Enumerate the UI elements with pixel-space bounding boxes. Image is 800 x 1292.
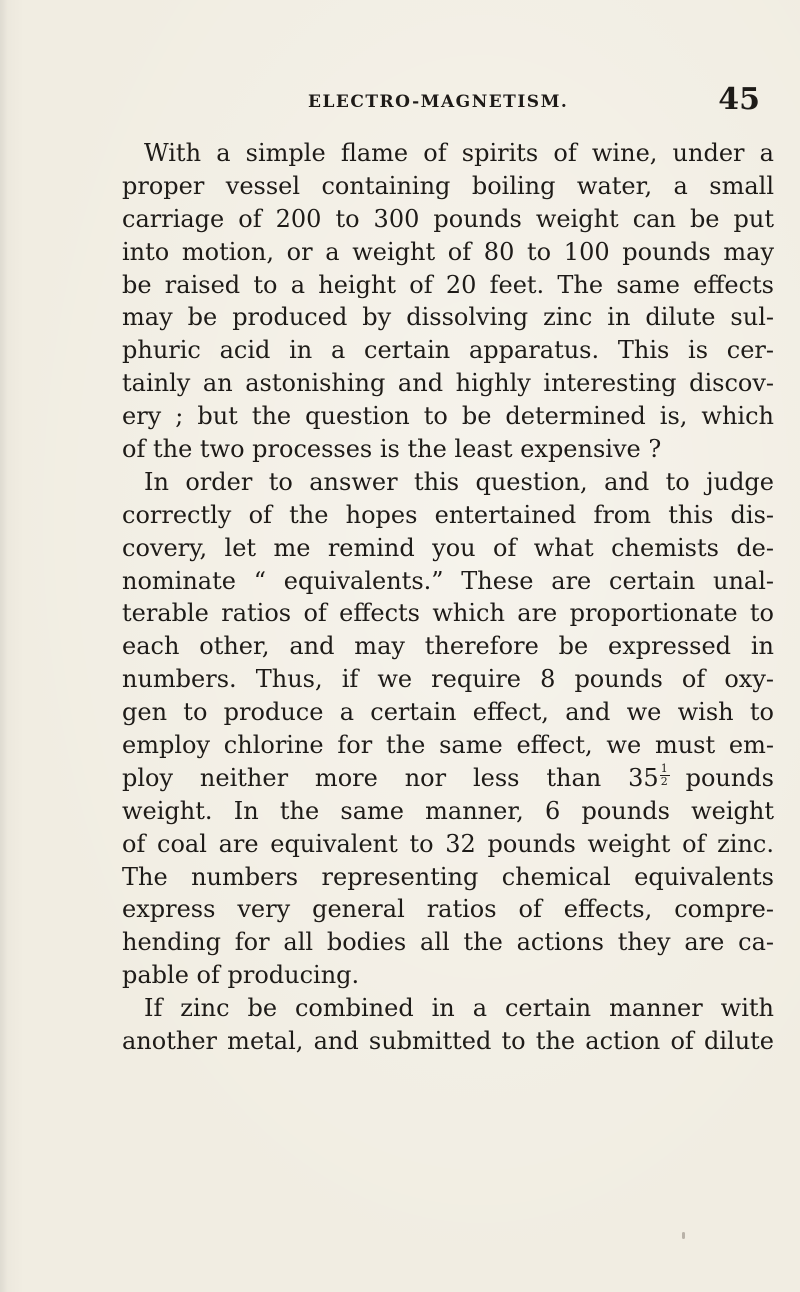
fraction-denominator: 2 — [660, 774, 668, 788]
text-line: phuric acid in a certain apparatus. This is cer- — [122, 336, 774, 365]
text-line: into motion, or a weight of 80 to 100 pounds may — [122, 237, 774, 266]
text-line: may be produced by dissolving zinc in dilute sul- — [122, 303, 774, 332]
text-line: employ chlorine for the same effect, we must em- — [122, 731, 774, 760]
text-line: correctly of the hopes entertained from this dis- — [122, 500, 774, 529]
running-head — [308, 82, 760, 128]
text-line: each other, and may therefore be expressed in — [122, 632, 774, 661]
text-line: pable of producing. — [122, 961, 360, 990]
text-line: tainly an astonishing and highly interesting discov- — [122, 369, 774, 398]
text-line: express very general ratios of effects, compre- — [122, 895, 774, 924]
text-line: In order to answer this question, and to judge — [144, 467, 774, 496]
text-line: gen to produce a certain effect, and we wish to — [122, 698, 774, 727]
text-line: ery ; but the question to be determined is, which — [122, 402, 774, 431]
text-line: weight. In the same manner, 6 pounds weight — [122, 796, 774, 825]
line-text-after: pounds — [685, 763, 774, 792]
text-line-with-fraction — [122, 762, 774, 795]
text-line: of the two processes is the least expensive ? — [122, 435, 662, 464]
whole-number: 35 — [628, 763, 659, 792]
line-text: ploy neither more nor less than — [122, 763, 602, 792]
text-line: The numbers representing chemical equivalents — [122, 862, 774, 891]
paper-speck — [682, 1232, 685, 1239]
text-line: of coal are equivalent to 32 pounds weight of zinc. — [122, 829, 774, 858]
text-line: be raised to a height of 20 feet. The same effects — [122, 270, 774, 299]
text-line: carriage of 200 to 300 pounds weight can be put — [122, 204, 774, 233]
text-line: covery, let me remind you of what chemists de- — [122, 533, 774, 562]
body-text — [122, 137, 774, 1058]
text-line: proper vessel containing boiling water, a small — [122, 171, 774, 200]
fraction-numerator: 1 — [660, 761, 668, 775]
running-title: ELECTRO-MAGNETISM. — [308, 92, 569, 112]
text-line: another metal, and submitted to the action of dilute — [122, 1027, 774, 1056]
text-line: terable ratios of effects which are proportionate to — [122, 599, 774, 628]
text-line: numbers. Thus, if we require 8 pounds of oxy- — [122, 665, 774, 694]
page-number: 45 — [718, 82, 760, 117]
text-line: nominate “ equivalents.” These are certain unal- — [122, 566, 774, 595]
number-with-fraction — [628, 761, 668, 792]
text-line: hending for all bodies all the actions they are ca- — [122, 928, 774, 957]
text-line: With a simple flame of spirits of wine, under a — [144, 139, 774, 167]
text-line: If zinc be combined in a certain manner with — [144, 994, 774, 1023]
